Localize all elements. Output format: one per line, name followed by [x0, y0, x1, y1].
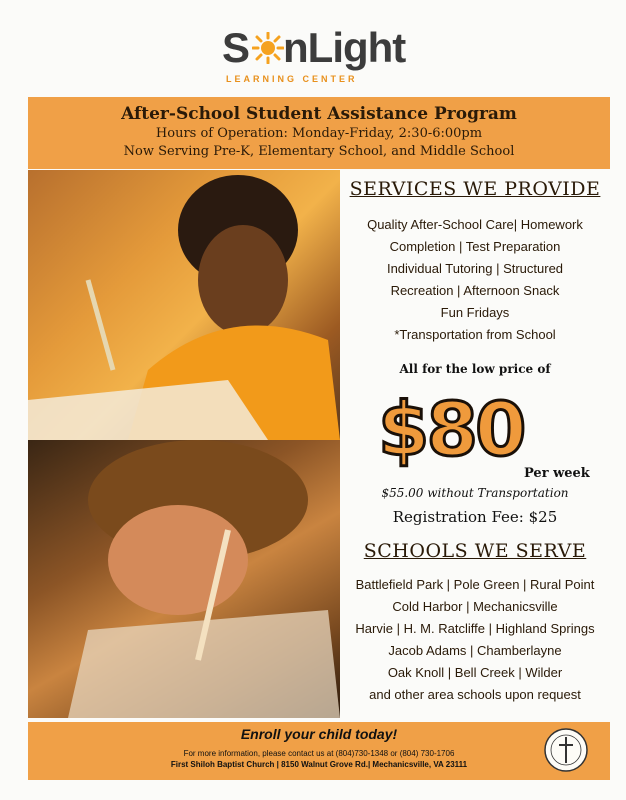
- child-writing-photo: [28, 170, 340, 440]
- service-line: Recreation | Afternoon Snack: [390, 283, 560, 298]
- price-without-transport: $55.00 without Transportation: [381, 486, 569, 500]
- school-line: Harvie | H. M. Ratcliffe | Highland Springs: [355, 621, 595, 636]
- per-week-label: Per week: [524, 466, 590, 481]
- service-line: *Transportation from School: [394, 327, 556, 342]
- price-intro: All for the low price of: [399, 362, 551, 376]
- school-line: Jacob Adams | Chamberlayne: [388, 643, 562, 658]
- contact-address: First Shiloh Baptist Church | 8150 Walnut Grove Rd.| Mechanicsville, VA 23111: [170, 760, 468, 769]
- boy-writing-photo: [28, 440, 340, 718]
- weekly-price: $80: [378, 387, 524, 473]
- school-line: Battlefield Park | Pole Green | Rural Point: [355, 577, 595, 592]
- serving-grades: Now Serving Pre-K, Elementary School, and Middle School: [123, 144, 515, 159]
- school-line: Cold Harbor | Mechanicsville: [392, 599, 558, 614]
- services-section: [340, 170, 610, 376]
- program-header: [28, 97, 610, 169]
- service-line: Completion | Test Preparation: [389, 239, 561, 254]
- church-seal-icon: [543, 727, 589, 773]
- service-line: Quality After-School Care| Homework: [367, 217, 583, 232]
- services-list: [340, 214, 610, 346]
- contact-phone: For more information, please contact us at (804)730-1348 or (804) 730-1706: [183, 749, 455, 758]
- service-line: Fun Fridays: [440, 305, 510, 320]
- service-line: Individual Tutoring | Structured: [386, 261, 564, 276]
- school-line: Oak Knoll | Bell Creek | Wilder: [387, 665, 563, 680]
- schools-list: [340, 574, 610, 706]
- brand-name: [222, 24, 405, 72]
- sun-icon: [252, 32, 284, 64]
- services-heading: SERVICES WE PROVIDE: [349, 178, 601, 200]
- schools-section: [340, 540, 610, 706]
- program-title: After-School Student Assistance Program: [121, 104, 517, 124]
- brand-name-s: S: [222, 24, 250, 71]
- enroll-cta: Enroll your child today!: [240, 726, 398, 742]
- school-line: and other area schools upon request: [369, 687, 581, 702]
- contact-info: [28, 748, 610, 770]
- footer-band: [28, 722, 610, 780]
- registration-fee: Registration Fee: $25: [392, 508, 558, 526]
- hours-of-operation: Hours of Operation: Monday-Friday, 2:30-6:00pm: [155, 126, 483, 141]
- brand-logo: [222, 24, 432, 90]
- schools-heading: SCHOOLS WE SERVE: [363, 540, 587, 562]
- brand-name-rest: nLight: [283, 24, 406, 71]
- brand-tagline: LEARNING CENTER: [226, 74, 358, 84]
